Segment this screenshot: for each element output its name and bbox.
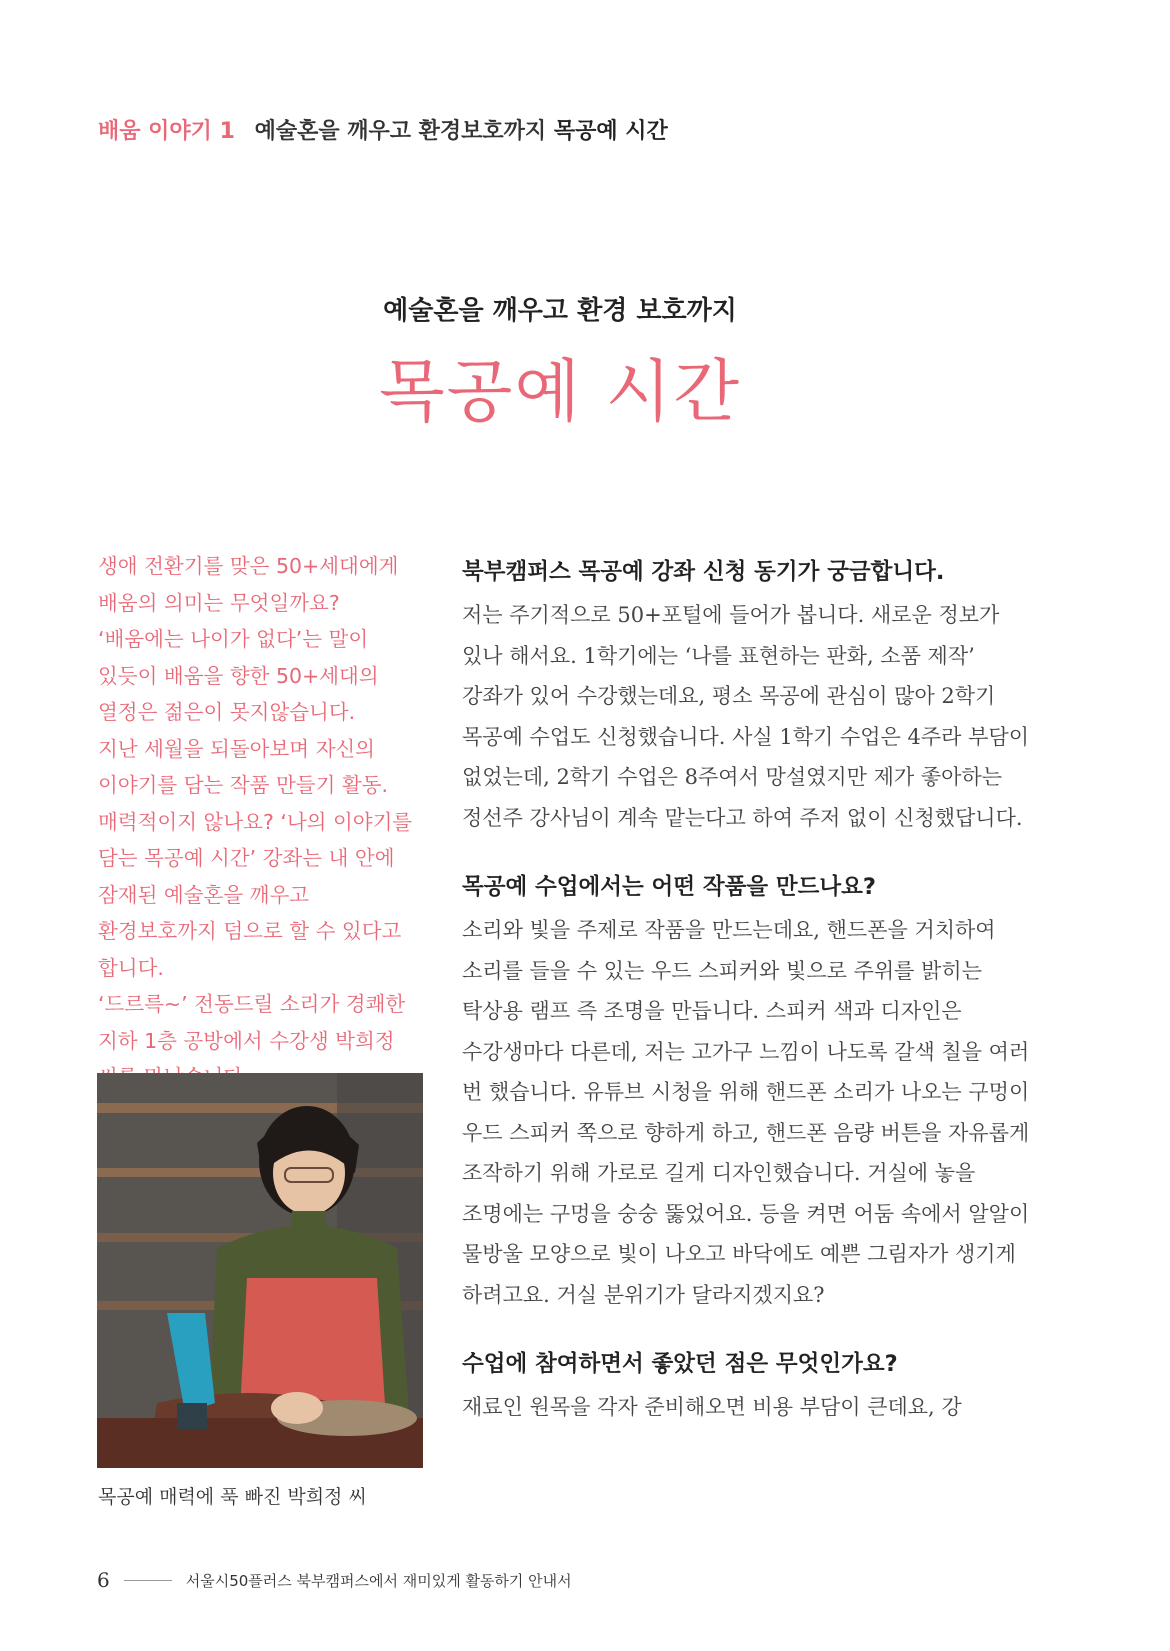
photo-caption: 목공예 매력에 푹 빠진 박희정 씨 <box>98 1486 367 1508</box>
section-tag: 배움 이야기 1 <box>98 119 235 144</box>
intro-paragraph: 생애 전환기를 맞은 50+세대에게 배움의 의미는 무엇일까요? ‘배움에는 나이가 없다’는 말이 있듯이 배움을 향한 50+세대의 열정은 젊은이 못지않습니다. <box>98 554 399 724</box>
footer-divider <box>124 1580 172 1581</box>
interview-question: 수업에 참여하면서 좋았던 점은 무엇인가요? <box>462 1351 898 1377</box>
intro-paragraph: 지난 세월을 되돌아보며 자신의 이야기를 담는 작품 만들기 활동. 매력적이지 않나요? ‘나의 이야기를 담는 목공예 시간’ 강좌는 내 안에 잠재된 예술혼을 깨우고 환경보호까지 덤으로 할 수 있다고 합니다. <box>98 736 413 980</box>
section-subtitle: 예술혼을 깨우고 환경보호까지 <box>254 119 547 144</box>
woodworking-photo-illustration <box>97 1073 423 1468</box>
interview-answer: 소리와 빛을 주제로 작품을 만드는데요, 핸드폰을 거치하여 소리를 들을 수 있는 우드 스피커와 빛으로 주위를 밝히는 탁상용 램프 즉 조명을 만듭니다. 스피커 색과 디자인은 수강생마다 다른데, 저는 고가구 느낌이 나도록 갈색 칠을 여러 번 했습니다. 유튜브 시청을 위해 핸드폰 소리가 나오는 구멍이 우드 스피커 쪽으로 향하게 하고, 핸드폰 음량 버튼을 자유롭게 조작하기 위해 가로로 길게 디자인했습니다. 거실에 놓을 조명에는 구멍을 숭숭 뚫었어요. 등을 켜면 어둠 속에서 알알이 물방울 모양으로 빛이 나오고 바닥에도 예쁜 그림자가 생기게 하려고요. 거실 분위기가 달라지겠지요? <box>462 918 1030 1307</box>
interview-column <box>462 555 1042 1460</box>
article-subtitle: 예술혼을 깨우고 환경 보호까지 <box>383 296 737 326</box>
intro-text <box>98 548 423 1096</box>
section-header <box>98 114 668 145</box>
footer-text: 서울시50플러스 북부캠퍼스에서 재미있게 활동하기 안내서 <box>185 1571 572 1590</box>
interview-photo <box>97 1073 423 1468</box>
interview-answer: 저는 주기적으로 50+포털에 들어가 봅니다. 새로운 정보가 있나 해서요. 1학기에는 ‘나를 표현하는 판화, 소품 제작’ 강좌가 있어 수강했는데요, 평소 목공에 관심이 많아 2학기 목공예 수업도 신청했습니다. 사실 1학기 수업은 4주라 부담이 없었는데, 2학기 수업은 8주여서 망설였지만 제가 좋아하는 정선주 강사님이 계속 맡는다고 하여 주저 없이 신청했답니다. <box>462 603 1029 830</box>
interview-question: 목공예 수업에서는 어떤 작품을 만드나요? <box>462 874 876 900</box>
interview-question: 북부캠퍼스 목공예 강좌 신청 동기가 궁금합니다. <box>462 559 945 585</box>
page-number: 6 <box>97 1568 110 1592</box>
intro-paragraph: ‘드르륵~’ 전동드릴 소리가 경쾌한 지하 1층 공방에서 수강생 박희정 <box>98 992 406 1053</box>
section-title: 목공예 시간 <box>553 119 668 144</box>
page-footer <box>97 1568 572 1592</box>
interview-answer: 재료인 원목을 각자 준비해오면 비용 부담이 큰데요, 강 <box>462 1395 962 1419</box>
article-title: 목공예 시간 <box>378 353 742 432</box>
